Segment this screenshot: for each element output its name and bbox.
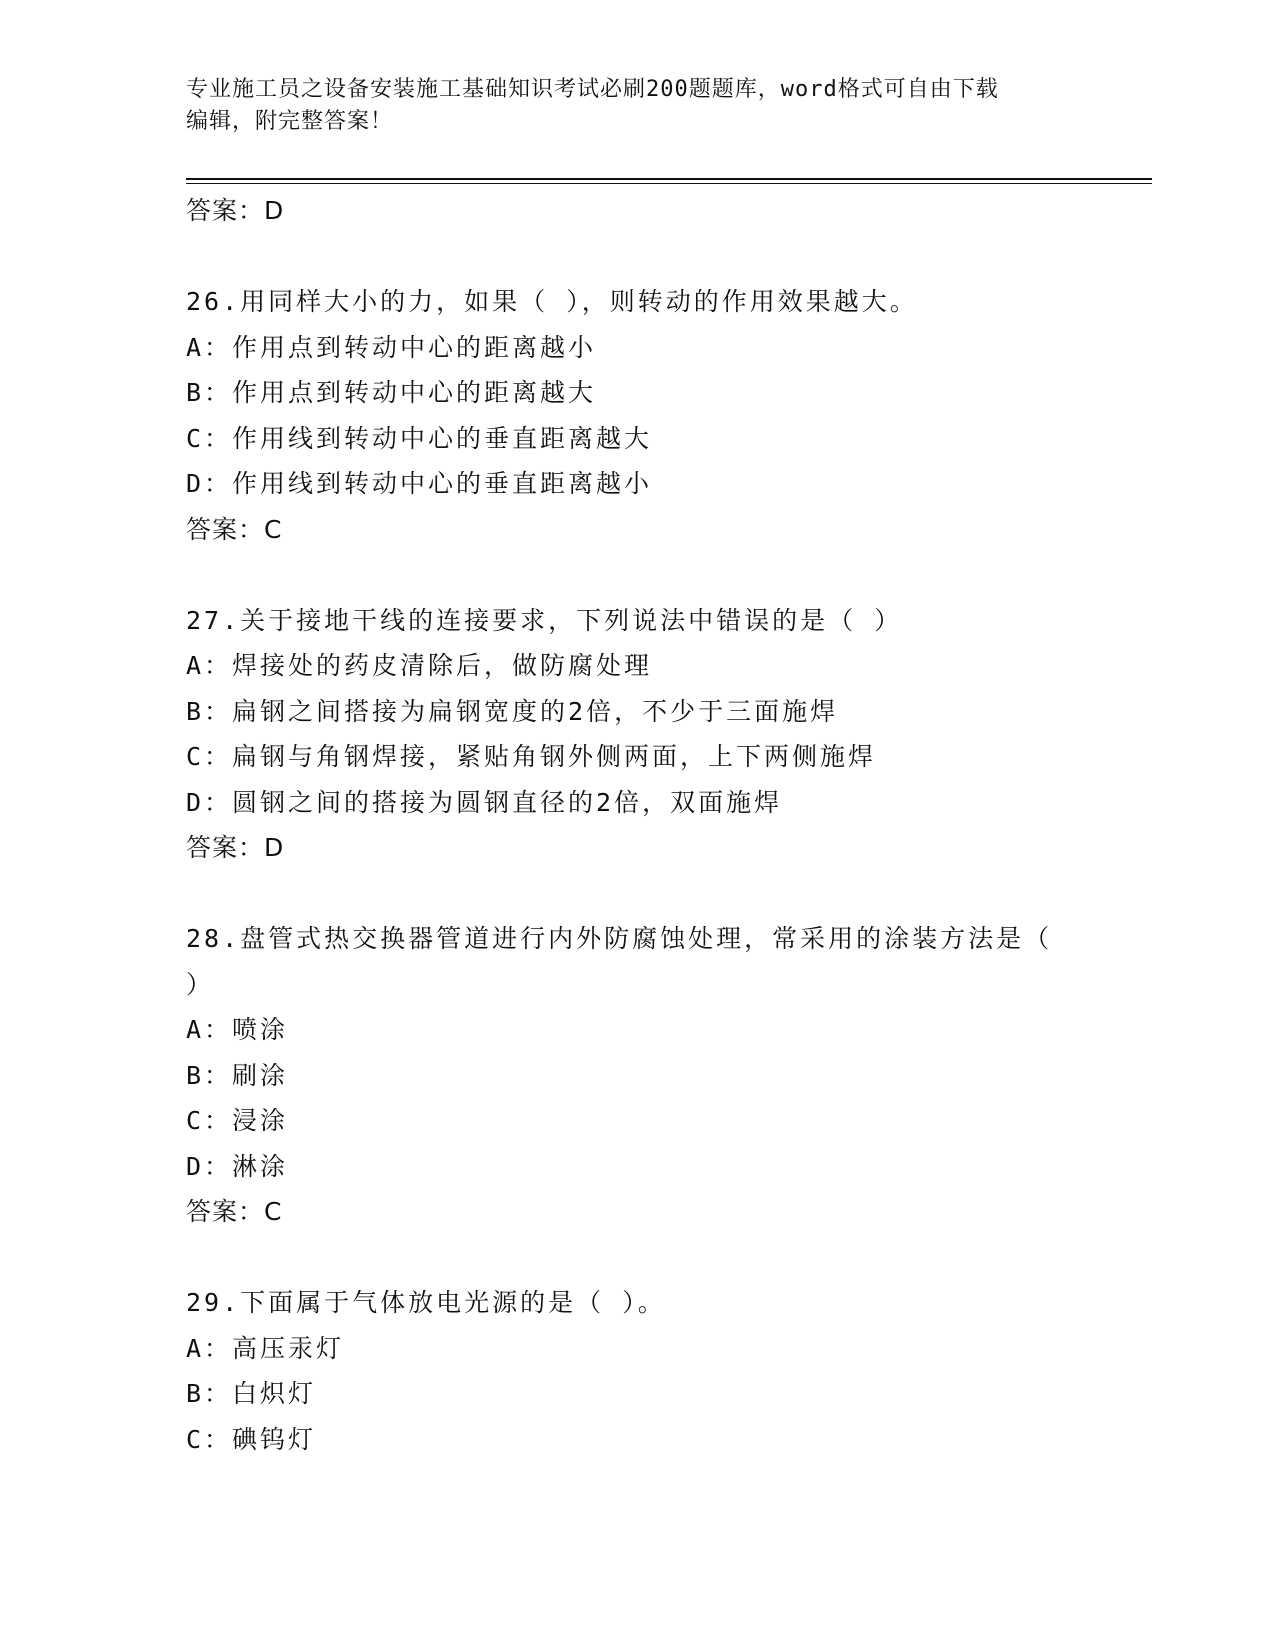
option-a: A：焊接处的药皮清除后，做防腐处理 [186, 651, 653, 680]
option-d: D：淋涂 [186, 1151, 289, 1181]
spacer [186, 1235, 1146, 1281]
option-b: B：扁钢之间搭接为扁钢宽度的2倍，不少于三面施焊 [186, 696, 839, 726]
option-c: C：作用线到转动中心的垂直距离越大 [186, 423, 653, 453]
spacer [186, 552, 1146, 598]
question-27 [186, 598, 1146, 871]
answer-line: 答案：D [186, 833, 285, 862]
question-stem-line-2: ） [186, 969, 215, 999]
header-rule-thin [186, 183, 1152, 184]
option-b: B：白炽灯 [186, 1379, 317, 1408]
question-stem: 29.下面属于气体放电光源的是（ ）。 [186, 1288, 666, 1317]
header-title-line-1: 专业施工员之设备安装施工基础知识考试必刷200题题库，word格式可自由下载 [186, 77, 999, 102]
option-c: C：扁钢与角钢焊接，紧贴角钢外侧两面，上下两侧施焊 [186, 742, 877, 771]
header-title-line-2: 编辑，附完整答案！ [186, 109, 394, 134]
option-a: A：高压汞灯 [186, 1333, 345, 1363]
answer-line: 答案：C [186, 514, 283, 544]
document-header [186, 74, 1086, 138]
spacer [186, 871, 1146, 917]
question-28 [186, 916, 1146, 1235]
answer-line: 答案：C [186, 1197, 283, 1226]
header-rule-thick [186, 178, 1152, 180]
option-b: B：刷涂 [186, 1060, 289, 1090]
question-stem: 27.关于接地干线的连接要求，下列说法中错误的是（ ） [186, 605, 903, 635]
option-d: D：作用线到转动中心的垂直距离越小 [186, 469, 653, 498]
option-a: A：喷涂 [186, 1015, 289, 1044]
question-stem: 26.用同样大小的力，如果（ ），则转动的作用效果越大。 [186, 287, 918, 316]
option-c: C：浸涂 [186, 1106, 289, 1135]
question-content [186, 188, 1146, 1462]
question-stem-line-1: 28.盘管式热交换器管道进行内外防腐蚀处理，常采用的涂装方法是（ [186, 924, 1053, 953]
option-d: D：圆钢之间的搭接为圆钢直径的2倍，双面施焊 [186, 787, 783, 817]
spacer [186, 234, 1146, 280]
option-a: A：作用点到转动中心的距离越小 [186, 332, 597, 362]
previous-answer: 答案：D [186, 196, 285, 225]
option-c: C：碘钨灯 [186, 1424, 317, 1454]
option-b: B：作用点到转动中心的距离越大 [186, 378, 597, 407]
question-29 [186, 1280, 1146, 1462]
question-26 [186, 279, 1146, 552]
